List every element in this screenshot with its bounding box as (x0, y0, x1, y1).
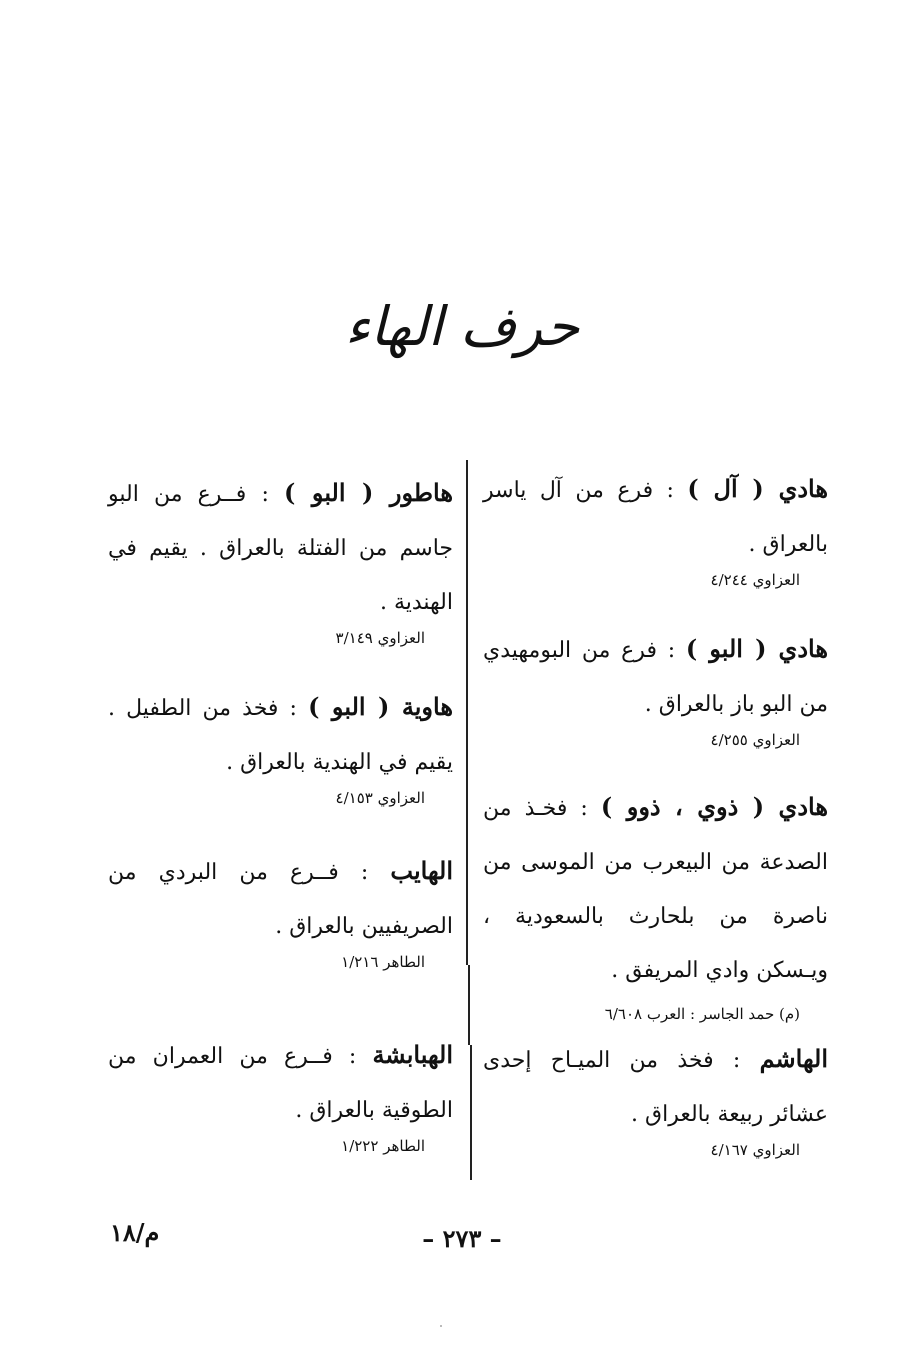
entry-head: الهايب (390, 856, 453, 885)
entry-source: الطاهر ١/٢١٦ (341, 953, 425, 971)
entry-head: هادي ( آل ) (687, 474, 829, 503)
entry-text: : فــرع من البو جاسم من الفتلة بالعراق . يقيم في الهندية . (108, 482, 453, 615)
entry-text: : فخذ من الطفيل . يقيم في الهندية بالعراق . (108, 696, 453, 775)
entry-head: الهاشم (759, 1044, 828, 1073)
entry (108, 844, 453, 974)
entry-head: هادي ( ذوي ، ذوو ) (600, 792, 828, 821)
entry-source: العزاوي ٤/٢٥٥ (710, 731, 800, 749)
entry-head: هاطور ( البو ) (284, 478, 453, 507)
entry-source: العزاوي ٣/١٤٩ (335, 629, 425, 647)
right-column (483, 462, 828, 1182)
column-divider (470, 1045, 472, 1180)
entry-source: الطاهر ١/٢٢٢ (341, 1137, 425, 1155)
entry (483, 462, 828, 592)
page-number: – ٢٧٣ – (422, 1224, 502, 1253)
entry-text: : فرع من البومهيدي من البو باز بالعراق . (483, 638, 828, 717)
left-column (108, 462, 453, 1182)
entry-source: (م) حمد الجاسر : العرب ٦/٦٠٨ (604, 1005, 800, 1023)
entry (108, 680, 453, 810)
entry-text: : فخـذ من الصدعة من البيعرب من الموسى من ناصرة من بلحارث بالسعودية ، ويـسكن وادي المريفق . (483, 796, 828, 983)
page-title: حرف الهاء (344, 295, 580, 358)
entry-source: العزاوي ٤/١٥٣ (335, 789, 425, 807)
entry (108, 1028, 453, 1158)
speck (440, 1325, 442, 1327)
column-divider (466, 460, 468, 965)
entry-text: : فــرع من العمران من الطوقية بالعراق . (108, 1044, 453, 1123)
entry-source: العزاوي ٤/١٦٧ (710, 1141, 800, 1159)
signature-mark: م/١٨ (110, 1218, 160, 1247)
entry-text: : فرع من آل ياسر بالعراق . (483, 478, 828, 557)
entry-head: الهبابشة (372, 1040, 453, 1069)
entry-head: هادي ( البو ) (685, 634, 829, 663)
column-divider (468, 965, 470, 1045)
entry-source: العزاوي ٤/٢٤٤ (710, 571, 800, 589)
entry-head: هاوية ( البو ) (308, 692, 453, 721)
entry-text: : فــرع من البردي من الصريفيين بالعراق . (108, 860, 453, 939)
entry (483, 780, 828, 1026)
entry (483, 622, 828, 752)
entry (108, 466, 453, 650)
entry-text: : فخذ من الميـاح إحدى عشائر ربيعة بالعراق . (483, 1048, 828, 1127)
entry (483, 1032, 828, 1162)
